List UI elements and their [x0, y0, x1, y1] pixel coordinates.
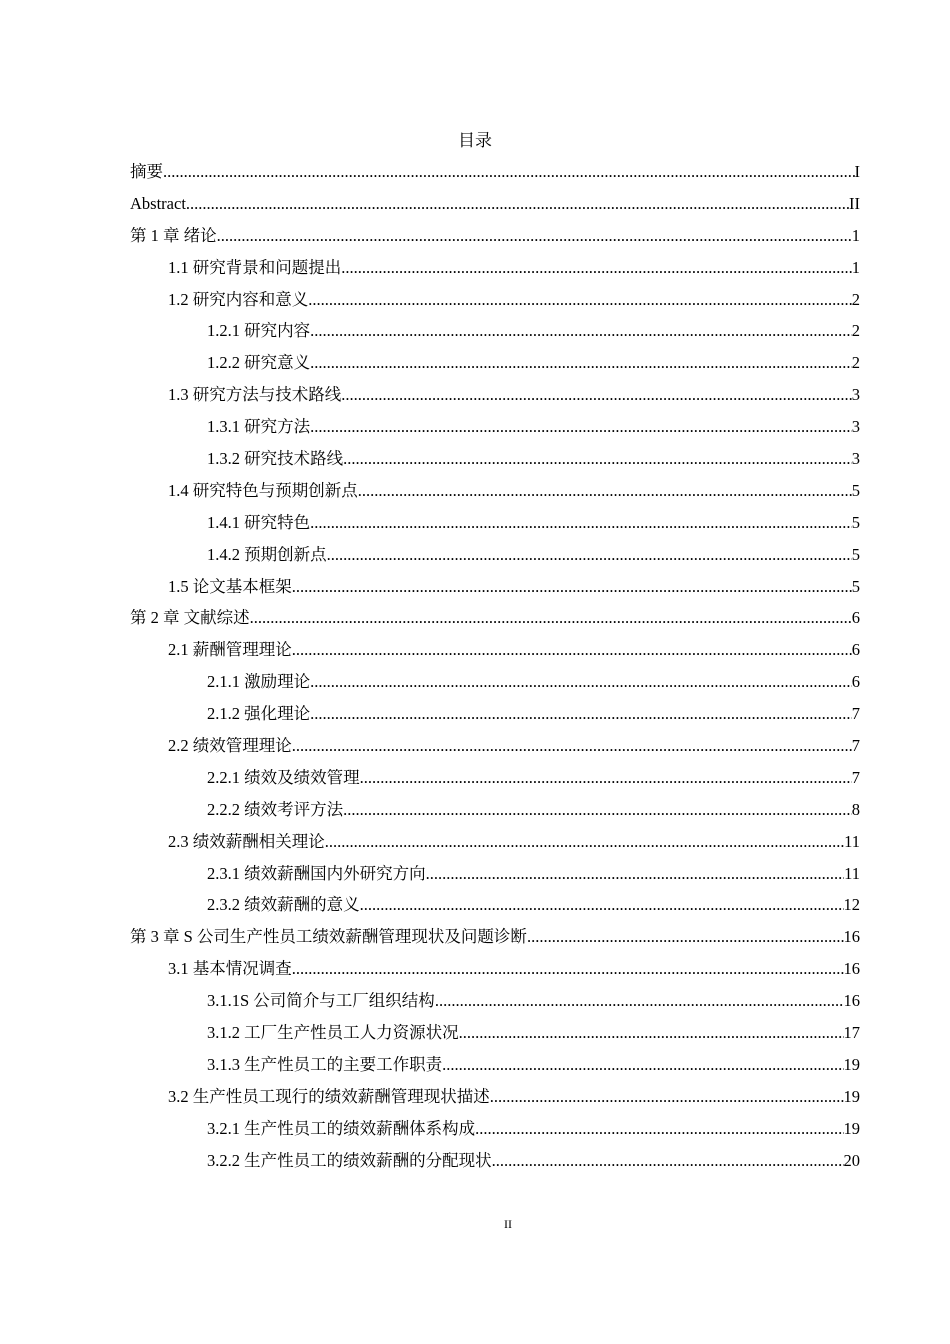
- toc-entry-page: 19: [843, 1054, 860, 1074]
- toc-entry-label: 3.2 生产性员工现行的绩效薪酬管理现状描述: [168, 1086, 490, 1106]
- toc-entry[interactable]: [130, 828, 860, 860]
- toc-entry-label: 第 2 章 文献综述: [130, 608, 250, 628]
- toc-entry-label: 1.3.1 研究方法: [207, 417, 311, 437]
- toc-entry[interactable]: [130, 158, 860, 190]
- toc-entry-label: 2.3.2 绩效薪酬的意义: [207, 895, 360, 915]
- toc-entry[interactable]: [130, 445, 860, 477]
- toc-entry-page: 5: [851, 544, 860, 564]
- toc-leader-dots: [459, 1019, 844, 1047]
- toc-entry-page: 3: [851, 385, 860, 405]
- toc-entry[interactable]: [130, 286, 860, 318]
- toc-entry[interactable]: [130, 668, 860, 700]
- toc-entry-label: 2.2 绩效管理理论: [168, 736, 292, 756]
- toc-entry-page: 5: [851, 512, 860, 532]
- toc-entry-label: 2.1.2 强化理论: [207, 704, 311, 724]
- toc-entry-label: 2.1.1 激励理论: [207, 672, 311, 692]
- toc-entry-label: 2.3 绩效薪酬相关理论: [168, 831, 325, 851]
- toc-entry[interactable]: [130, 891, 860, 923]
- toc-entry[interactable]: [130, 955, 860, 987]
- toc-entry-label: 3.1.1S 公司简介与工厂组织结构: [207, 991, 435, 1011]
- toc-entry-page: 7: [851, 767, 860, 787]
- toc-entry-page: 5: [851, 480, 860, 500]
- toc-leader-dots: [292, 573, 852, 601]
- toc-entry-page: 1: [851, 257, 860, 277]
- toc-entry-label: 1.2.2 研究意义: [207, 353, 311, 373]
- toc-entry[interactable]: [130, 764, 860, 796]
- toc-leader-dots: [292, 955, 844, 983]
- toc-entry-page: 3: [851, 449, 860, 469]
- toc-entry[interactable]: [130, 1115, 860, 1147]
- toc-entry-label: 3.1.3 生产性员工的主要工作职责: [207, 1054, 443, 1074]
- toc-entry-label: 1.2.1 研究内容: [207, 321, 311, 341]
- toc-entry-page: 16: [843, 927, 860, 947]
- toc-entry-page: 6: [851, 672, 860, 692]
- toc-leader-dots: [310, 349, 852, 377]
- toc-leader-dots: [327, 541, 852, 569]
- toc-entry-label: 2.2.2 绩效考评方法: [207, 799, 344, 819]
- toc-leader-dots: [492, 1147, 844, 1175]
- toc-entry[interactable]: [130, 413, 860, 445]
- toc-leader-dots: [442, 1051, 843, 1079]
- toc-leader-dots: [426, 860, 844, 888]
- toc-entry[interactable]: [130, 1019, 860, 1051]
- toc-leader-dots: [310, 700, 852, 728]
- toc-leader-dots: [308, 286, 852, 314]
- toc-entry[interactable]: [130, 317, 860, 349]
- toc-leader-dots: [435, 987, 844, 1015]
- toc-entry-label: 1.5 论文基本框架: [168, 576, 292, 596]
- toc-entry[interactable]: [130, 1083, 860, 1115]
- toc-leader-dots: [325, 828, 844, 856]
- toc-leader-dots: [360, 764, 852, 792]
- toc-entry-page: 3: [851, 417, 860, 437]
- toc-leader-dots: [475, 1115, 843, 1143]
- toc-entry-page: 6: [851, 608, 860, 628]
- toc-entry-label: 2.3.1 绩效薪酬国内外研究方向: [207, 863, 426, 883]
- toc-entry-label: Abstract: [130, 193, 186, 213]
- page-number: II: [504, 1217, 512, 1231]
- toc-entry-label: 3.1 基本情况调查: [168, 959, 292, 979]
- toc-entry-label: 第 1 章 绪论: [130, 225, 217, 245]
- toc-leader-dots: [343, 796, 852, 824]
- toc-leader-dots: [490, 1083, 844, 1111]
- toc-entry-label: 3.1.2 工厂生产性员工人力资源状况: [207, 1023, 459, 1043]
- toc-entry-page: 11: [844, 831, 860, 851]
- toc-entry-label: 2.2.1 绩效及绩效管理: [207, 767, 360, 787]
- toc-leader-dots: [343, 445, 852, 473]
- toc-leader-dots: [310, 413, 852, 441]
- toc-entry-page: 1: [851, 225, 860, 245]
- toc-entry-label: 2.1 薪酬管理理论: [168, 640, 292, 660]
- toc-entry-page: I: [854, 162, 860, 181]
- toc-leader-dots: [310, 668, 852, 696]
- toc-entry-label: 1.4.2 预期创新点: [207, 544, 327, 564]
- toc-leader-dots: [292, 636, 852, 664]
- toc-entry[interactable]: [130, 732, 860, 764]
- toc-entry[interactable]: [130, 381, 860, 413]
- toc-entry-label: 摘要: [130, 162, 163, 181]
- toc-leader-dots: [360, 891, 844, 919]
- toc-entry-page: 16: [843, 959, 860, 979]
- toc-entry-label: 第 3 章 S 公司生产性员工绩效薪酬管理现状及问题诊断: [130, 927, 527, 947]
- toc-entry-page: 2: [851, 289, 860, 309]
- toc-entry-page: 20: [843, 1150, 860, 1170]
- toc-entry-page: 7: [851, 736, 860, 756]
- toc-entry[interactable]: [130, 254, 860, 286]
- toc-entry[interactable]: [130, 349, 860, 381]
- toc-entry-page: 5: [851, 576, 860, 596]
- toc-entry-label: 1.1 研究背景和问题提出: [168, 257, 342, 277]
- toc-entry-page: 19: [843, 1086, 860, 1106]
- toc-leader-dots: [292, 732, 852, 760]
- toc-leader-dots: [250, 604, 852, 632]
- toc-entry-page: 11: [844, 863, 860, 883]
- toc-entry-page: 17: [843, 1023, 860, 1043]
- toc-entry[interactable]: [130, 604, 860, 636]
- toc-entry[interactable]: [130, 190, 860, 222]
- toc-entry-label: 1.2 研究内容和意义: [168, 289, 309, 309]
- toc-entry[interactable]: [130, 700, 860, 732]
- toc-entry[interactable]: [130, 636, 860, 668]
- toc-entry-label: 1.3.2 研究技术路线: [207, 449, 344, 469]
- toc-entry-label: 1.4.1 研究特色: [207, 512, 311, 532]
- toc-leader-dots: [310, 317, 852, 345]
- toc-entry-label: 3.2.1 生产性员工的绩效薪酬体系构成: [207, 1118, 476, 1138]
- toc-leader-dots: [358, 477, 852, 505]
- toc-entry-label: 1.3 研究方法与技术路线: [168, 385, 342, 405]
- toc-leader-dots: [186, 190, 849, 218]
- toc-entry-page: 6: [851, 640, 860, 660]
- toc-entry-page: 2: [851, 321, 860, 341]
- toc-leader-dots: [527, 923, 844, 951]
- toc-entry[interactable]: [130, 796, 860, 828]
- toc-leader-dots: [217, 222, 852, 250]
- toc-entry-page: 19: [843, 1118, 860, 1138]
- toc-title: 目录: [458, 131, 492, 150]
- toc-leader-dots: [310, 509, 852, 537]
- toc-entry[interactable]: [130, 477, 860, 509]
- toc-leader-dots: [341, 254, 852, 282]
- toc-entry-page: 16: [843, 991, 860, 1011]
- toc-entry[interactable]: [130, 1051, 860, 1083]
- toc-entry[interactable]: [130, 987, 860, 1019]
- toc-entry[interactable]: [130, 573, 860, 605]
- toc-entry-label: 3.2.2 生产性员工的绩效薪酬的分配现状: [207, 1150, 492, 1170]
- toc-entry-page: 12: [843, 895, 860, 915]
- toc-entry[interactable]: [130, 923, 860, 955]
- toc-entry[interactable]: [130, 541, 860, 573]
- toc-entry[interactable]: [130, 1147, 860, 1179]
- toc-leader-dots: [341, 381, 852, 409]
- toc-entry[interactable]: [130, 222, 860, 254]
- toc-entry-page: 7: [851, 704, 860, 724]
- toc-entry-page: 8: [851, 799, 860, 819]
- toc-entry-page: II: [849, 193, 860, 213]
- toc-entry[interactable]: [130, 860, 860, 892]
- table-of-contents: [130, 158, 860, 1179]
- toc-leader-dots: [163, 158, 855, 186]
- toc-entry[interactable]: [130, 509, 860, 541]
- toc-entry-label: 1.4 研究特色与预期创新点: [168, 480, 358, 500]
- toc-entry-page: 2: [851, 353, 860, 373]
